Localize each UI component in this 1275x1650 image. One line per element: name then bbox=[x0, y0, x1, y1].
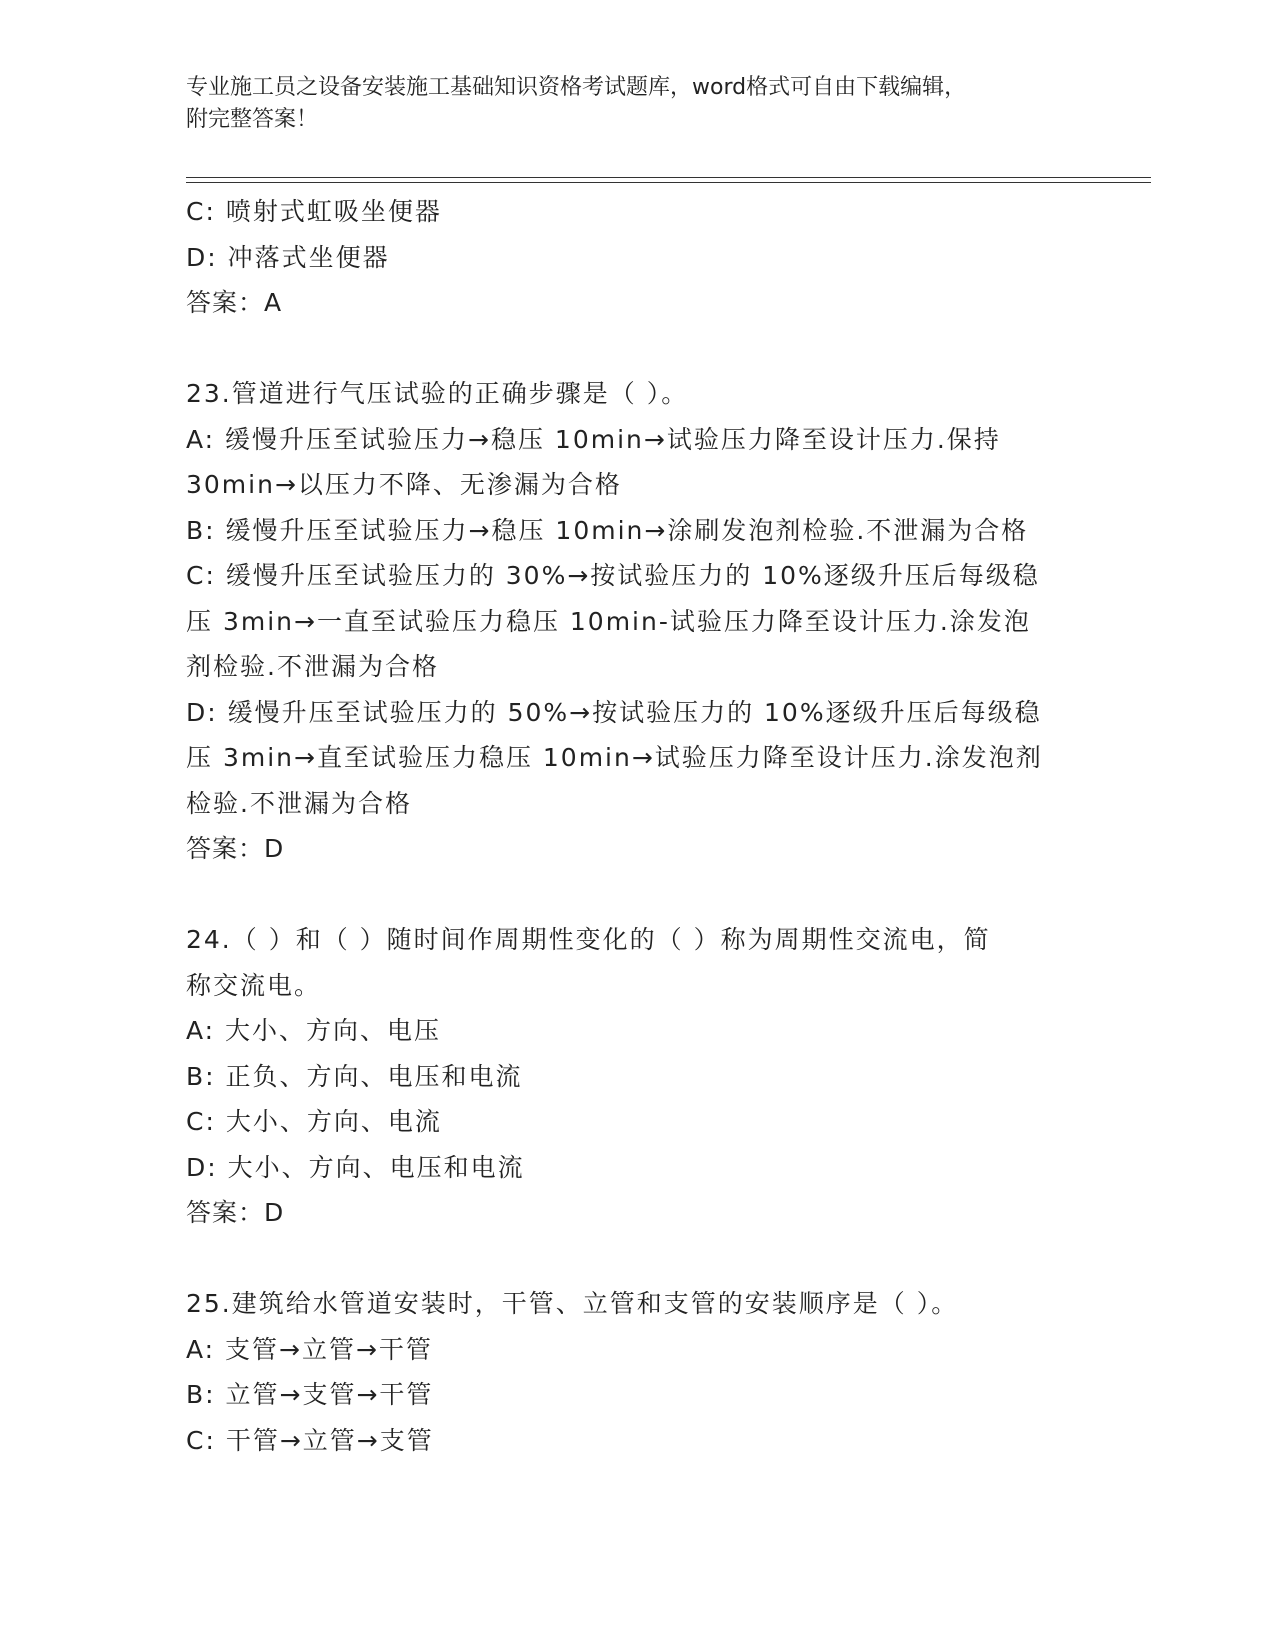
option-a-line-1: A: 缓慢升压至试验压力→稳压 10min→试验压力降至设计压力.保持 bbox=[186, 424, 1001, 454]
document-header bbox=[186, 72, 1086, 136]
question-24 bbox=[186, 917, 1086, 1236]
question-list bbox=[186, 189, 1086, 1463]
spacer bbox=[186, 1236, 1086, 1282]
option-b-line-1: B: 缓慢升压至试验压力→稳压 10min→涂刷发泡剂检验.不泄漏为合格 bbox=[186, 515, 1029, 545]
spacer bbox=[186, 872, 1086, 918]
header-line-1: 专业施工员之设备安装施工基础知识资格考试题库，word格式可自由下载编辑， bbox=[186, 75, 967, 100]
option-c: C: 大小、方向、电流 bbox=[186, 1107, 442, 1136]
answer-line: 答案：D bbox=[186, 834, 285, 863]
question-stem-line-1: 24.（ ）和（ ）随时间作周期性变化的（ ）称为周期性交流电，简 bbox=[186, 925, 991, 954]
spacer bbox=[186, 326, 1086, 372]
option-b: B: 立管→支管→干管 bbox=[186, 1380, 434, 1409]
question-stem-line-2: 称交流电。 bbox=[186, 970, 322, 1000]
header-divider-top bbox=[186, 177, 1151, 178]
option-d: D: 大小、方向、电压和电流 bbox=[186, 1152, 525, 1182]
option-a: A: 支管→立管→干管 bbox=[186, 1334, 433, 1364]
question-23 bbox=[186, 371, 1086, 872]
option-c-line-2: 压 3min→一直至试验压力稳压 10min-试验压力降至设计压力.涂发泡 bbox=[186, 606, 1031, 636]
option-a: A: 大小、方向、电压 bbox=[186, 1016, 442, 1045]
question-25 bbox=[186, 1281, 1086, 1463]
option-c: C: 干管→立管→支管 bbox=[186, 1425, 434, 1455]
option-b: B: 正负、方向、电压和电流 bbox=[186, 1061, 523, 1091]
option-d-line-1: D: 缓慢升压至试验压力的 50%→按试验压力的 10%逐级升压后每级稳 bbox=[186, 697, 1042, 727]
option-d-line-3: 检验.不泄漏为合格 bbox=[186, 788, 412, 818]
answer-line: 答案：A bbox=[186, 288, 283, 317]
header-divider-bottom bbox=[186, 182, 1151, 183]
option-c: C: 喷射式虹吸坐便器 bbox=[186, 197, 442, 226]
header-line-2: 附完整答案！ bbox=[186, 107, 319, 132]
option-c-line-3: 剂检验.不泄漏为合格 bbox=[186, 652, 439, 681]
option-d-line-2: 压 3min→直至试验压力稳压 10min→试验压力降至设计压力.涂发泡剂 bbox=[186, 743, 1043, 772]
answer-line: 答案：D bbox=[186, 1198, 285, 1227]
option-a-line-2: 30min→以压力不降、无渗漏为合格 bbox=[186, 470, 622, 499]
question-22 bbox=[186, 189, 1086, 326]
option-d: D: 冲落式坐便器 bbox=[186, 242, 390, 272]
question-stem: 25.建筑给水管道安装时，干管、立管和支管的安装顺序是（ ）。 bbox=[186, 1289, 959, 1318]
option-c-line-1: C: 缓慢升压至试验压力的 30%→按试验压力的 10%逐级升压后每级稳 bbox=[186, 561, 1040, 590]
question-stem: 23.管道进行气压试验的正确步骤是（ ）。 bbox=[186, 379, 689, 408]
